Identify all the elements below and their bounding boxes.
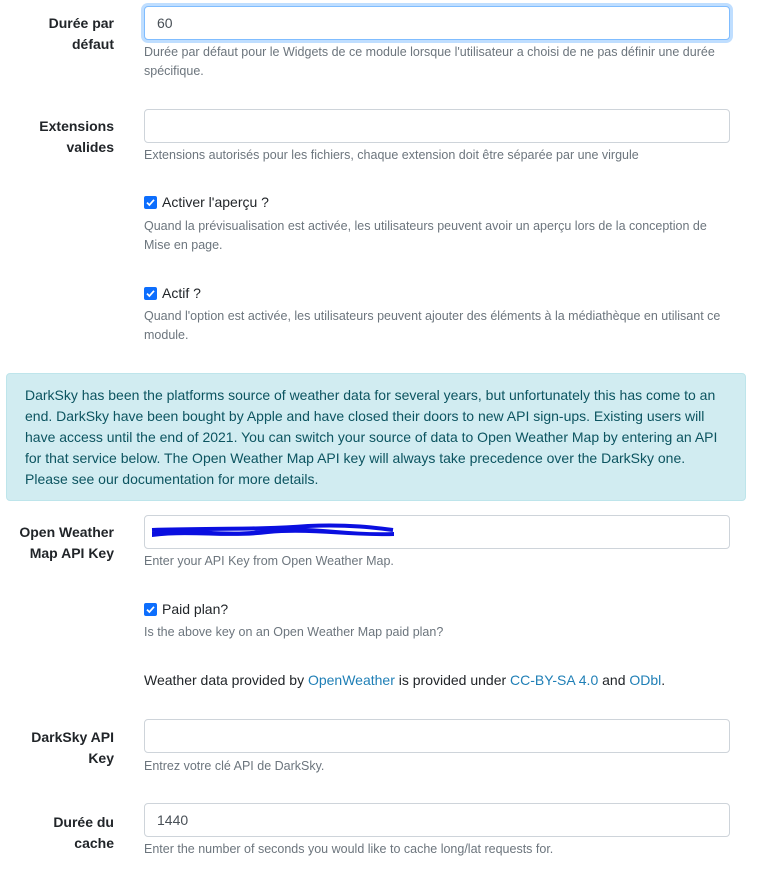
cache-duration-input[interactable]: 1440 <box>144 803 730 837</box>
valid-extensions-help: Extensions autorisés pour les fichiers, chaque extension doit être séparée par une virgule <box>144 148 639 162</box>
openweather-link[interactable]: OpenWeather <box>307 672 395 688</box>
cc-by-sa-link[interactable]: CC-BY-SA 4.0 <box>510 672 599 688</box>
active-checkbox-row[interactable] <box>144 285 201 301</box>
cache-duration-label: Durée du cache <box>53 814 114 851</box>
preview-checkbox-label: Activer l'aperçu ? <box>162 194 269 210</box>
paid-plan-checkbox-row[interactable] <box>144 601 228 617</box>
preview-checkbox-row[interactable] <box>144 194 269 210</box>
owm-api-key-help: Enter your API Key from Open Weather Map. <box>144 554 394 568</box>
checkmark-icon <box>146 605 155 614</box>
valid-extensions-input[interactable] <box>144 109 730 143</box>
cache-duration-help: Enter the number of seconds you would like to cache long/lat requests for. <box>144 842 554 856</box>
default-duration-input[interactable]: 60 <box>144 6 730 40</box>
active-checkbox[interactable] <box>144 287 157 300</box>
attribution-suffix: . <box>661 672 666 688</box>
darksky-api-key-help: Entrez votre clé API de DarkSky. <box>144 759 325 773</box>
checkmark-icon <box>146 198 155 207</box>
active-checkbox-label: Actif ? <box>162 285 201 301</box>
darksky-info-alert <box>6 373 746 501</box>
default-duration-label: Durée par défaut <box>48 15 114 52</box>
owm-api-key-label: Open Weather Map API Key <box>19 524 114 561</box>
darksky-api-key-input[interactable] <box>144 719 730 753</box>
paid-plan-checkbox[interactable] <box>144 603 157 616</box>
active-help: Quand l'option est activée, les utilisateurs peuvent ajouter des éléments à la médiathèque en utilisant ce module. <box>144 309 721 342</box>
default-duration-help: Durée par défaut pour le Widgets de ce module lorsque l'utilisateur a choisi de ne pas définir une durée spécifique. <box>144 45 715 78</box>
darksky-api-key-label: DarkSky API Key <box>31 729 114 766</box>
checkmark-icon <box>146 289 155 298</box>
attribution-and: and <box>598 672 630 688</box>
preview-checkbox[interactable] <box>144 196 157 209</box>
attribution-prefix: Weather data provided by <box>144 672 308 688</box>
weather-attribution <box>144 672 665 688</box>
alert-text: DarkSky has been the platforms source of weather data for several years, but unfortunately this has come to an end. DarkSky have been bought by Apple and have closed their doors to new API sign-ups. Existing users will have access until the end of 2021. You can switch your source of data to Open Weather Map by entering an API for that service below. The Open Weather Map API key will always take precedence over the DarkSky one. Please see our documentation for more details. <box>25 387 718 487</box>
paid-plan-help: Is the above key on an Open Weather Map paid plan? <box>144 625 444 639</box>
paid-plan-checkbox-label: Paid plan? <box>162 601 229 617</box>
attribution-middle: is provided under <box>394 672 511 688</box>
valid-extensions-label: Extensions valides <box>39 118 114 155</box>
odbl-link[interactable]: ODbl <box>629 672 662 688</box>
redaction-scribble <box>148 518 398 544</box>
preview-help: Quand la prévisualisation est activée, les utilisateurs peuvent avoir un aperçu lors de la conception de Mise en page. <box>144 219 707 252</box>
